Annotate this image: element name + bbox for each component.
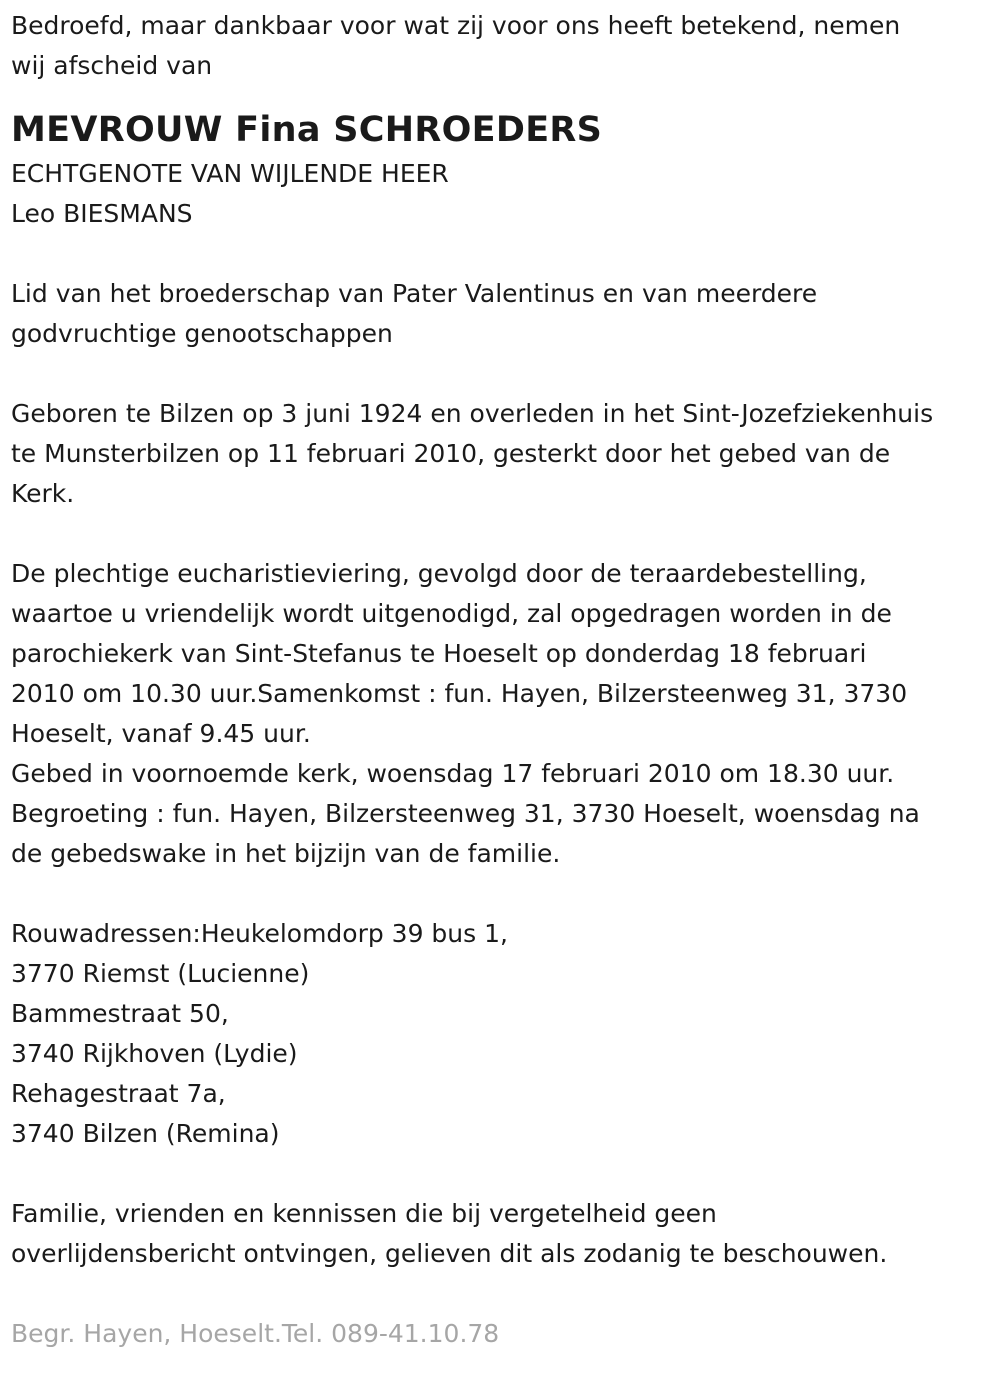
condolence-line: de gebedswake in het bijzijn van de familie. [11, 839, 561, 868]
spacer [11, 354, 990, 394]
funeral-home-footer: Begr. Hayen, Hoeselt.Tel. 089-41.10.78 [11, 1319, 500, 1348]
membership-line: Lid van het broederschap van Pater Valentinus en van meerdere [11, 279, 818, 308]
intro-line: Bedroefd, maar dankbaar voor wat zij voor ons heeft betekend, nemen [11, 11, 901, 40]
address-line: 3740 Rijkhoven (Lydie) [11, 1039, 298, 1068]
spacer [11, 234, 990, 274]
spacer [11, 1154, 990, 1194]
ceremony-line: waartoe u vriendelijk wordt uitgenodigd, zal opgedragen worden in de [11, 599, 892, 628]
address-line: Rehagestraat 7a, [11, 1079, 226, 1108]
spacer [11, 86, 990, 106]
spouse-line: ECHTGENOTE VAN WIJLENDE HEER [11, 159, 449, 188]
birth-death-line: Geboren te Bilzen op 3 juni 1924 en overleden in het Sint-Jozefziekenhuis [11, 399, 934, 428]
ceremony-line: 2010 om 10.30 uur.Samenkomst : fun. Hayen, Bilzersteenweg 31, 3730 [11, 679, 908, 708]
address-line: 3770 Riemst (Lucienne) [11, 959, 310, 988]
intro-text [11, 6, 990, 86]
membership-paragraph [11, 274, 990, 354]
spacer [11, 514, 990, 554]
deceased-name: MEVROUW Fina SCHROEDERS [11, 110, 603, 150]
birth-death-paragraph [11, 394, 990, 514]
birth-death-line: Kerk. [11, 479, 75, 508]
notice-line: Familie, vrienden en kennissen die bij vergetelheid geen [11, 1199, 717, 1228]
membership-line: godvruchtige genootschappen [11, 319, 393, 348]
prayer-line: Gebed in voornoemde kerk, woensdag 17 februari 2010 om 18.30 uur. [11, 759, 895, 788]
notice-line: overlijdensbericht ontvingen, gelieven dit als zodanig te beschouwen. [11, 1239, 888, 1268]
intro-line: wij afscheid van [11, 51, 213, 80]
spouse-name: Leo BIESMANS [11, 199, 193, 228]
condolence-line: Begroeting : fun. Hayen, Bilzersteenweg 31, 3730 Hoeselt, woensdag na [11, 799, 920, 828]
address-line: Bammestraat 50, [11, 999, 229, 1028]
spacer [11, 874, 990, 914]
notice-paragraph [11, 1194, 990, 1274]
ceremony-paragraph [11, 554, 990, 874]
birth-death-line: te Munsterbilzen op 11 februari 2010, gesterkt door het gebed van de [11, 439, 891, 468]
ceremony-line: De plechtige eucharistieviering, gevolgd door de teraardebestelling, [11, 559, 867, 588]
address-line: Rouwadressen:Heukelomdorp 39 bus 1, [11, 919, 508, 948]
deceased-block [11, 106, 990, 234]
address-line: 3740 Bilzen (Remina) [11, 1119, 280, 1148]
mourning-addresses [11, 914, 990, 1154]
ceremony-line: Hoeselt, vanaf 9.45 uur. [11, 719, 311, 748]
ceremony-line: parochiekerk van Sint-Stefanus te Hoeselt op donderdag 18 februari [11, 639, 867, 668]
